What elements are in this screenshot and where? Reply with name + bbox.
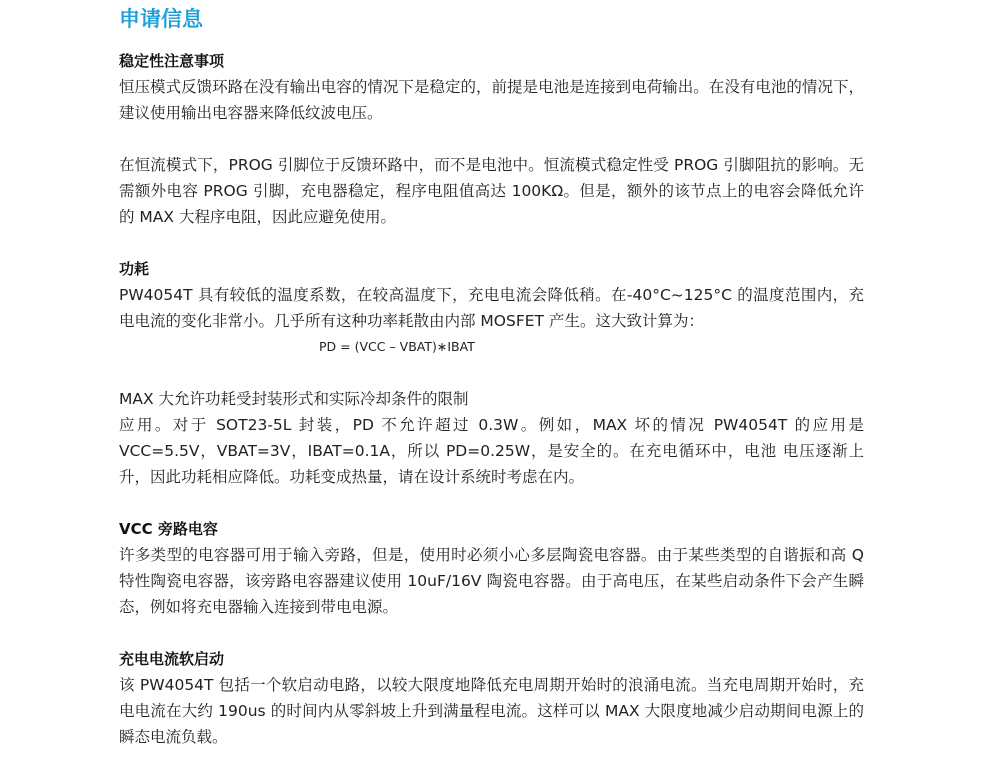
document-page (119, 0, 864, 750)
paragraph: MAX 大允许功耗受封装形式和实际冷却条件的限制 (119, 390, 469, 408)
paragraph: 许多类型的电容器可用于输入旁路，但是，使用时必须小心多层陶瓷电容器。由于某些类型的自谐振和高 Q 特性陶瓷电容器，该旁路电容器建议使用 10uF/16V 陶瓷电容器。由于高电压，在某些启动条件下会产生瞬态，例如将充电器输入连接到带电电源。 (119, 546, 864, 616)
section-heading: 功耗 (119, 260, 150, 278)
page-title: 申请信息 (119, 7, 203, 31)
section-heading: 充电电流软启动 (119, 650, 225, 668)
section-power-dissipation (119, 256, 864, 490)
power-formula: PD = (VCC – VBAT)∗IBAT (319, 339, 475, 354)
paragraph: PW4054T 具有较低的温度系数，在较高温度下，充电电流会降低稍。在-40°C~125°C 的温度范围内，充电电流的变化非常小。几乎所有这种功率耗散由内部 MOSFET 产生。这大致计算为： (119, 286, 864, 330)
section-soft-start (119, 646, 864, 750)
paragraph: 在恒流模式下，PROG 引脚位于反馈环路中，而不是电池中。恒流模式稳定性受 PROG 引脚阻抗的影响。无需额外电容 PROG 引脚，充电器稳定，程序电阻值高达 100KΩ。但是，额外的该节点上的电容会降低允许的 MAX 大程序电阻，因此应避免使用。 (119, 156, 864, 226)
paragraph: 应用。对于 SOT23-5L 封装，PD 不允许超过 0.3W。例如，MAX 坏的情况 PW4054T 的应用是 VCC=5.5V，VBAT=3V，IBAT=0.1A，所以 PD=0.25W，是安全的。在充电循环中，电池 电压逐渐上升，因此功耗相应降低。功耗变成热量，请在设计系统时考虑在内。 (119, 416, 864, 486)
section-stability (119, 48, 864, 230)
section-heading: VCC 旁路电容 (119, 520, 218, 538)
paragraph: 该 PW4054T 包括一个软启动电路，以较大限度地降低充电周期开始时的浪涌电流。当充电周期开始时，充电电流在大约 190us 的时间内从零斜坡上升到满量程电流。这样可以 MAX 大限度地减少启动期间电源上的瞬态电流负载。 (119, 676, 864, 746)
section-heading: 稳定性注意事项 (119, 52, 225, 70)
paragraph: 恒压模式反馈环路在没有输出电容的情况下是稳定的，前提是电池是连接到电荷输出。在没有电池的情况下，建议使用输出电容器来降低纹波电压。 (119, 78, 864, 122)
section-vcc-bypass (119, 516, 864, 620)
